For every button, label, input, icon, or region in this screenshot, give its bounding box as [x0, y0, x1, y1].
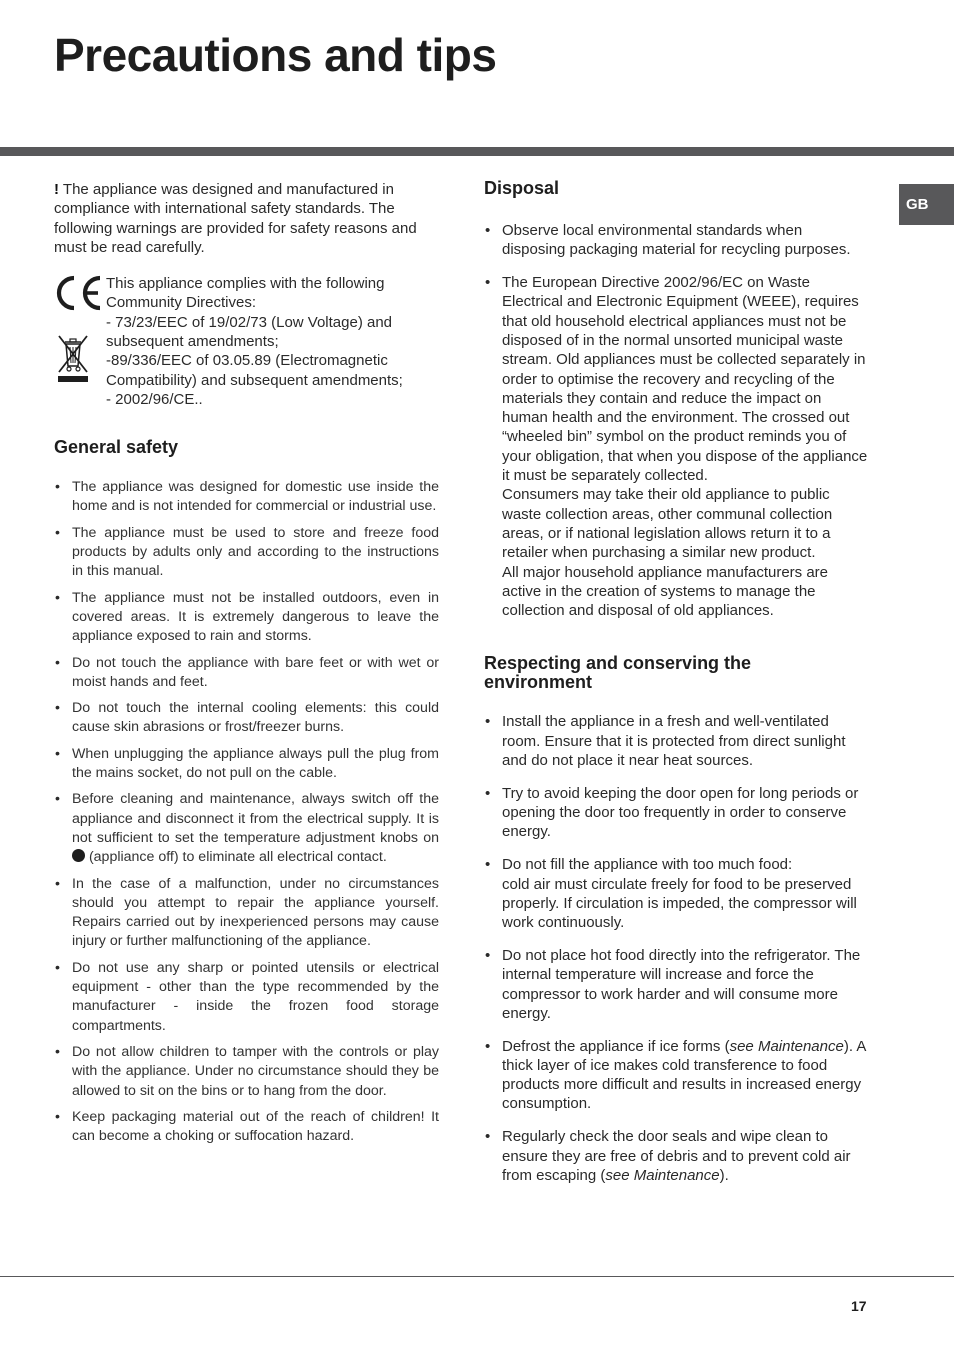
list-item-rest: cold air must circulate freely for food to be preserved properly. If circulation is impeded, the compressor will work continuously. [502, 875, 857, 932]
list-item-text: ). [719, 1166, 729, 1184]
compliance-block [54, 274, 439, 408]
page-title: Precautions and tips [54, 29, 497, 81]
footer-rule [0, 1276, 954, 1277]
list-item [484, 273, 869, 620]
list-item: • Do not touch the internal cooling elements: this could cause skin abrasions or frost/freezer burns. [54, 699, 439, 738]
cleaning-text-end: (appliance off) to eliminate all electrical contact. [85, 849, 387, 866]
intro-paragraph [54, 180, 439, 257]
directive-line: -89/336/EEC of 03.05.89 (Electromagnetic [106, 352, 388, 370]
list-item: • When unplugging the appliance always pull the plug from the mains socket, do not pull on the cable. [54, 745, 439, 784]
disposal-heading: Disposal [484, 178, 560, 198]
list-item: • Keep packaging material out of the reach of children! It can become a choking or suffocation hazard. [54, 1108, 439, 1147]
left-column [54, 180, 439, 1153]
directive-line: Compatibility) and subsequent amendments; [106, 371, 403, 389]
weee-paragraph: All major household appliance manufacturers are active in the creation of systems to manage the collection and disposal of old appliances. [502, 563, 829, 620]
environment-heading-line: Respecting and conserving the [484, 653, 752, 674]
general-safety-heading: General safety [54, 437, 179, 458]
directives-text [106, 274, 436, 409]
maintenance-reference: see Maintenance [729, 1037, 844, 1055]
list-item: • Do not touch the appliance with bare feet or with wet or moist hands and feet. [54, 654, 439, 693]
right-column [484, 178, 869, 1199]
weee-bin-icon [56, 333, 90, 383]
directive-line: Community Directives: [106, 294, 257, 312]
maintenance-reference: see Maintenance [605, 1166, 720, 1184]
language-tab: GB [899, 184, 954, 225]
knob-off-icon [72, 849, 85, 862]
directive-line: subsequent amendments; [106, 333, 279, 351]
warning-mark: ! [54, 181, 59, 198]
environment-heading-line: environment [484, 672, 593, 693]
list-item [484, 1127, 869, 1185]
list-item [484, 855, 869, 932]
header-rule [0, 147, 954, 156]
list-item: • The appliance was designed for domestic use inside the home and is not intended for commercial or industrial use. [54, 478, 439, 517]
list-item-text: ). A thick layer of ice makes cold transference to food products more difficult and results in increased energy consumption. [502, 1037, 866, 1113]
directive-line: - 73/23/EEC of 19/02/73 (Low Voltage) and [106, 313, 393, 331]
weee-paragraph: Consumers may take their old appliance to public waste collection areas, other communal collection areas, or if national legislation allows return it to a retailer when purchasing a similar new product. [502, 486, 833, 562]
list-item: • In the case of a malfunction, under no circumstances should you attempt to repair the appliance yourself. Repairs carried out by inexperienced persons may cause injury or further malfunctioning of the appliance. [54, 875, 439, 952]
list-item [484, 1037, 869, 1114]
list-item: • Install the appliance in a fresh and well-ventilated room. Ensure that it is protected from direct sunlight and do not place it near heat sources. [484, 712, 869, 770]
list-item: • Do not allow children to tamper with the controls or play with the appliance. Under no circumstance should they be allowed to sit on the bins or to hang from the door. [54, 1043, 439, 1101]
weee-paragraph: • The European Directive 2002/96/EC on Waste Electrical and Electronic Equipment (WEEE), requires that old household electrical appliances must not be disposed of in the normal unsorted municipal waste stream. Old appliances must be collected separately in order to optimise the recovery and recycling of the materials they contain and reduce the impact on human health and the environment. The crossed out “wheeled bin” symbol on the product reminds you of your obligation, that when you dispose of the appliance it must be separately collected. [502, 274, 868, 485]
intro-text: The appliance was designed and manufactured in compliance with international safety standards. The following warnings are provided for safety reasons and must be read carefully. [54, 181, 417, 256]
list-item [54, 790, 439, 867]
list-item: • The appliance must be used to store and freeze food products by adults only and according to the instructions in this manual. [54, 524, 439, 582]
list-item-line: Do not fill the appliance with too much food: [502, 856, 793, 874]
list-item-text: Defrost the appliance if ice forms ( [502, 1037, 730, 1055]
disposal-list [484, 221, 869, 620]
environment-list [484, 712, 869, 1185]
list-item: • Try to avoid keeping the door open for long periods or opening the door too frequently in order to conserve energy. [484, 784, 869, 842]
page-number: 17 [851, 1298, 867, 1314]
list-item-text: Regularly check the door seals and wipe clean to ensure they are free of debris and to prevent cold air from escaping ( [502, 1128, 851, 1184]
directive-line: - 2002/96/CE.. [106, 390, 203, 408]
list-item: • Do not use any sharp or pointed utensils or electrical equipment - other than the type recommended by the manufacturer - inside the frozen food storage compartments. [54, 959, 439, 1036]
list-item: • Observe local environmental standards when disposing packaging material for recycling purposes. [484, 221, 869, 260]
list-item: • The appliance must not be installed outdoors, even in covered areas. It is extremely dangerous to leave the appliance exposed to rain and storms. [54, 589, 439, 647]
directive-line: This appliance complies with the following [106, 275, 385, 293]
cleaning-text: Before cleaning and maintenance, always switch off the appliance and disconnect it from the electrical supply. It is not sufficient to set the temperature adjustment knobs on [72, 791, 439, 846]
list-item: • Do not place hot food directly into the refrigerator. The internal temperature will increase and force the compressor to work harder and will consume more energy. [484, 946, 869, 1023]
environment-heading [484, 654, 869, 692]
ce-mark-icon [54, 274, 104, 312]
general-safety-list [54, 478, 439, 1146]
